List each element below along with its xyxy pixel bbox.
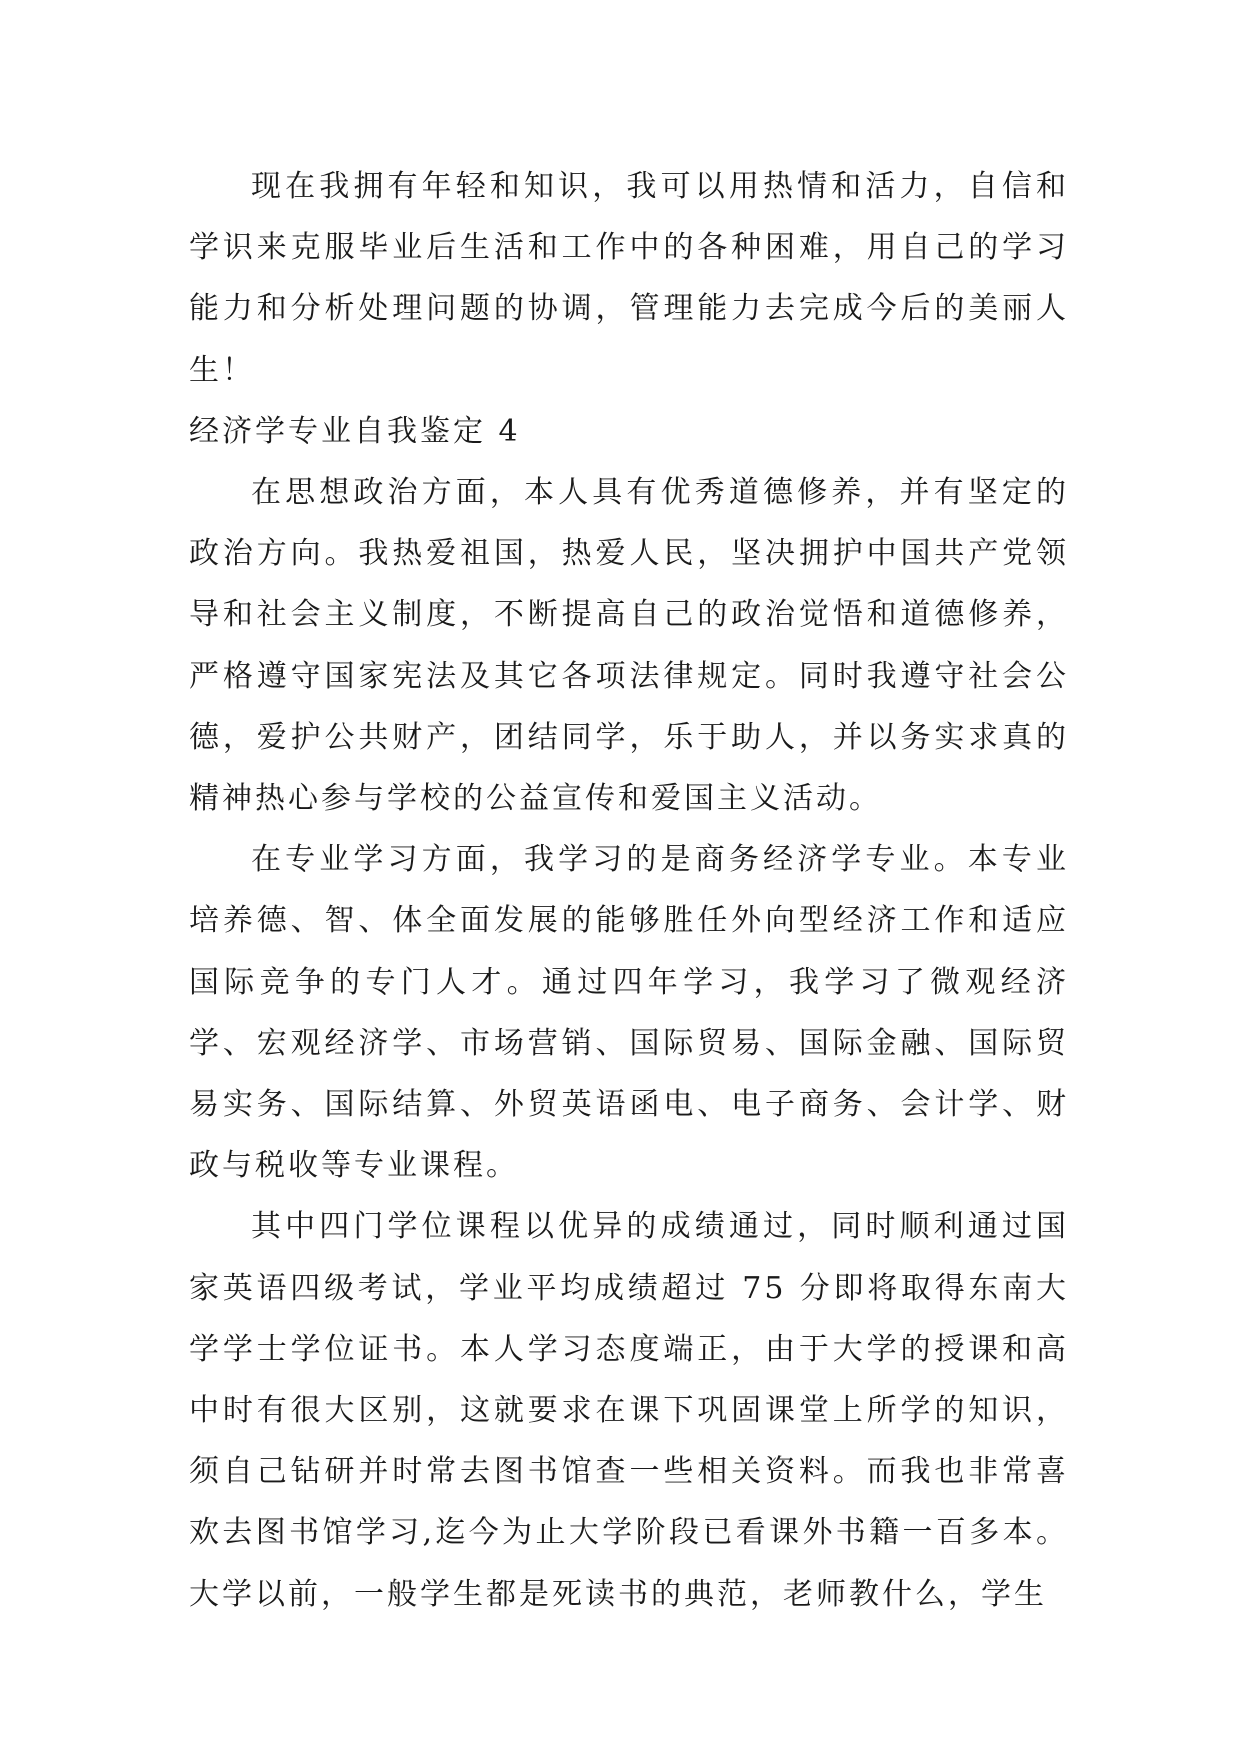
document-body [189,156,1069,1625]
paragraph-conclusion: 现在我拥有年轻和知识，我可以用热情和活力，自信和学识来克服毕业后生活和工作中的各种困难，用自己的学习能力和分析处理问题的协调，管理能力去完成今后的美丽人生！ [189,169,1069,388]
paragraph-study: 在专业学习方面，我学习的是商务经济学专业。本专业培养德、智、体全面发展的能够胜任外向型经济工作和适应国际竞争的专门人才。通过四年学习，我学习了微观经济学、宏观经济学、市场营销、国际贸易、国际金融、国际贸易实务、国际结算、外贸英语函电、电子商务、会计学、财政与税收等专业课程。 [189,842,1069,1184]
section-heading: 经济学专业自我鉴定 4 [189,413,521,449]
paragraph-courses: 其中四门学位课程以优异的成绩通过，同时顺利通过国家英语四级考试，学业平均成绩超过 75 分即将取得东南大学学士学位证书。本人学习态度端正，由于大学的授课和高中时有很大区别，这就要求在课下巩固课堂上所学的知识，须自己钻研并时常去图书馆查一些相关资料。而我也非常喜欢去图书馆学习,迄今为止大学阶段已看课外书籍一百多本。大学以前，一般学生都是死读书的典范，老师教什么，学生 [189,1209,1069,1612]
paragraph-political: 在思想政治方面，本人具有优秀道德修养，并有坚定的政治方向。我热爱祖国，热爱人民，坚决拥护中国共产党领导和社会主义制度，不断提高自己的政治觉悟和道德修养，严格遵守国家宪法及其它各项法律规定。同时我遵守社会公德，爱护公共财产，团结同学，乐于助人，并以务实求真的精神热心参与学校的公益宣传和爱国主义活动。 [189,475,1069,817]
